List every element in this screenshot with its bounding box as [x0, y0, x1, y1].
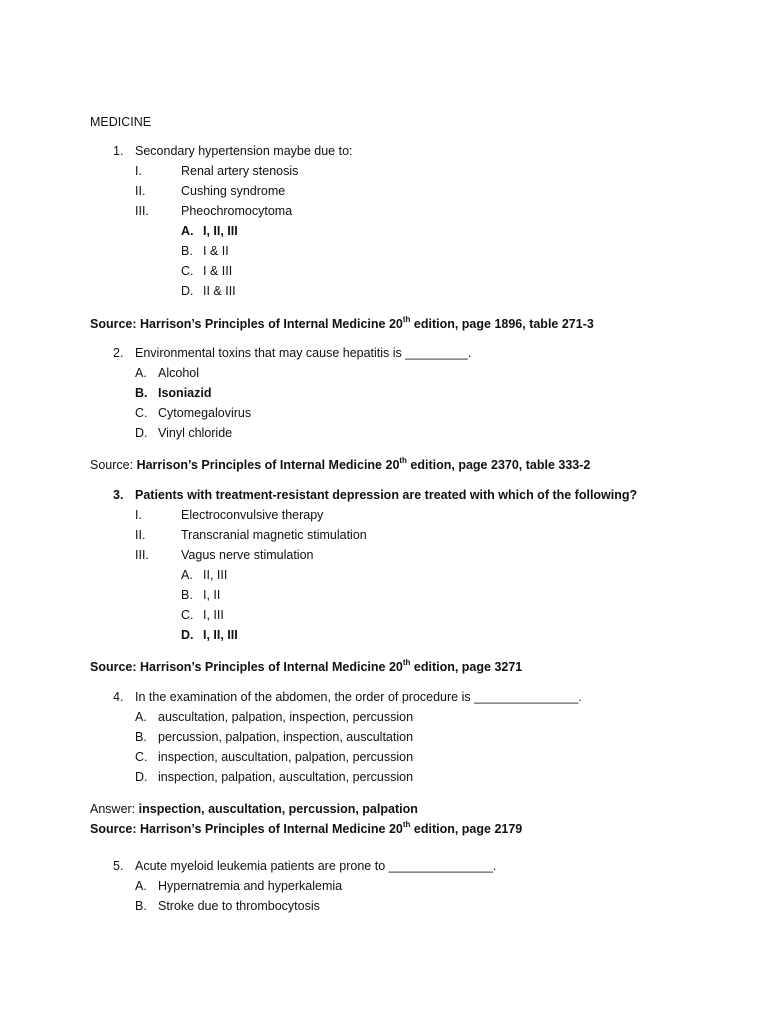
source-details: edition, page 2179 — [410, 822, 523, 836]
choice-letter: D. — [135, 770, 148, 784]
source-label: Source: — [90, 458, 134, 472]
source-line — [90, 659, 522, 675]
choice-text: I & II — [203, 244, 229, 258]
choice-letter: C. — [135, 750, 148, 764]
source-details: edition, page 1896, table 271-3 — [410, 317, 594, 331]
choice-letter: D. — [181, 628, 194, 642]
choice-text: I, II, III — [203, 224, 238, 238]
source-ordinal: th — [402, 819, 411, 829]
roman-item-text: Renal artery stenosis — [181, 164, 299, 178]
question-text: In the examination of the abdomen, the order of procedure is _______________. — [135, 690, 582, 704]
choice-letter: B. — [135, 899, 147, 913]
choice-letter: C. — [181, 264, 194, 278]
question-number: 3. — [113, 488, 124, 502]
source-line — [90, 316, 594, 332]
roman-numeral: II. — [135, 528, 146, 542]
source-book: Harrison’s Principles of Internal Medicine 20 — [140, 822, 403, 836]
question-text: Environmental toxins that may cause hepatitis is _________. — [135, 346, 472, 360]
choice-text: Isoniazid — [158, 386, 212, 400]
roman-numeral: I. — [135, 508, 142, 522]
choice-text: Alcohol — [158, 366, 199, 380]
choice-letter: B. — [181, 244, 193, 258]
source-details: edition, page 2370, table 333-2 — [406, 458, 591, 472]
question-number: 1. — [113, 144, 124, 158]
choice-letter: A. — [181, 224, 194, 238]
choice-text: inspection, auscultation, palpation, percussion — [158, 750, 414, 764]
question-text: Patients with treatment-resistant depression are treated with which of the following? — [135, 488, 638, 502]
choice-text: I & III — [203, 264, 233, 278]
choice-letter: C. — [135, 406, 148, 420]
choice-text: Hypernatremia and hyperkalemia — [158, 879, 343, 893]
roman-item-text: Electroconvulsive therapy — [181, 508, 324, 522]
choice-letter: A. — [135, 366, 147, 380]
choice-letter: A. — [135, 710, 147, 724]
choice-text: II, III — [203, 568, 228, 582]
question-number: 2. — [113, 346, 124, 360]
roman-numeral: II. — [135, 184, 146, 198]
answer-label: Answer: — [90, 802, 136, 816]
question-number: 4. — [113, 690, 124, 704]
choice-letter: B. — [181, 588, 193, 602]
roman-numeral: III. — [135, 204, 149, 218]
question-text: Acute myeloid leukemia patients are prone to _______________. — [135, 859, 497, 873]
roman-item-text: Pheochromocytoma — [181, 204, 293, 218]
choice-letter: C. — [181, 608, 194, 622]
source-line — [90, 457, 590, 473]
source-ordinal: th — [399, 455, 407, 465]
roman-item-text: Vagus nerve stimulation — [181, 548, 314, 562]
choice-text: I, II — [203, 588, 221, 602]
roman-item-text: Cushing syndrome — [181, 184, 286, 198]
source-line — [90, 821, 522, 837]
choice-text: inspection, palpation, auscultation, percussion — [158, 770, 414, 784]
answer-text: inspection, auscultation, percussion, palpation — [138, 802, 418, 816]
choice-letter: B. — [135, 730, 147, 744]
question-text: Secondary hypertension maybe due to: — [135, 144, 353, 158]
question-number: 5. — [113, 859, 124, 873]
choice-text: Cytomegalovirus — [158, 406, 252, 420]
choice-text: I, II, III — [203, 628, 238, 642]
choice-letter: A. — [181, 568, 193, 582]
choice-letter: D. — [181, 284, 194, 298]
choice-letter: D. — [135, 426, 148, 440]
source-ordinal: th — [402, 657, 411, 667]
source-label: Source: — [90, 822, 137, 836]
source-book: Harrison’s Principles of Internal Medicine 20 — [136, 458, 400, 472]
source-book: Harrison’s Principles of Internal Medicine 20 — [140, 317, 403, 331]
source-book: Harrison’s Principles of Internal Medicine 20 — [140, 660, 403, 674]
choice-text: auscultation, palpation, inspection, percussion — [158, 710, 414, 724]
choice-text: Stroke due to thrombocytosis — [158, 899, 320, 913]
roman-item-text: Transcranial magnetic stimulation — [181, 528, 367, 542]
source-ordinal: th — [402, 314, 411, 324]
roman-numeral: III. — [135, 548, 149, 562]
source-label: Source: — [90, 317, 137, 331]
roman-numeral: I. — [135, 164, 142, 178]
choice-text: I, III — [203, 608, 224, 622]
choice-text: Vinyl chloride — [158, 426, 233, 440]
answer-line — [90, 801, 418, 817]
choice-text: percussion, palpation, inspection, auscultation — [158, 730, 414, 744]
choice-text: II & III — [203, 284, 236, 298]
choice-letter: B. — [135, 386, 148, 400]
page-heading: MEDICINE — [90, 115, 152, 129]
source-details: edition, page 3271 — [410, 660, 523, 674]
source-label: Source: — [90, 660, 137, 674]
choice-letter: A. — [135, 879, 147, 893]
